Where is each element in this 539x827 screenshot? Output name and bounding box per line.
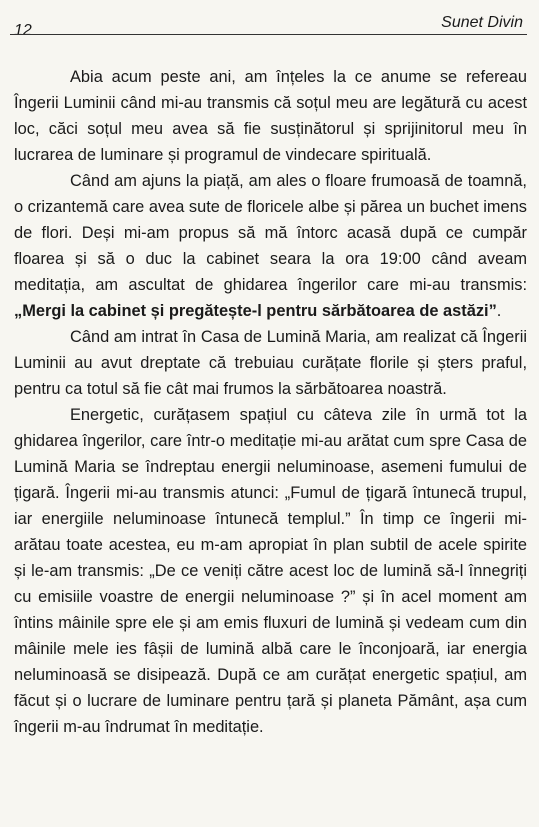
paragraph-2-end: . (496, 302, 502, 320)
paragraph-1: Abia acum peste ani, am înțeles la ce anume se refereau Îngerii Luminii când mi-au transmis că soțul meu are legătură cu acest loc, căci soțul meu avea să fie susținătorul și sprijinitorul meu în lucrarea de luminare și programul de vindecare spirituală. (14, 68, 527, 164)
paragraph-4: Energetic, curățasem spațiul cu câteva zile în urmă tot la ghidarea îngerilor, care într-o meditație mi-au arătat cum spre Casa de Lumină Maria se îndreptau energii neluminoase, asemeni fumului de țigară. Îngerii mi-au transmis atunci: „Fumul de țigară întunecă trupul, iar energiile neluminoase întunecă templul.” În timp ce îngerii mi-arătau toate acestea, eu m-am apropiat în plan subtil de acele spirite și le-am transmis: „De ce veniți către acest loc de lumină să-l înnegriți cu emisiile voastre de energii neluminoase ?” și în acel moment am întins mâinile spre ele și am emis fluxuri de lumină și vedeam cum din mâinile mele ies fâșii de lumină albă care le înconjoară, iar energia neluminoasă se disipează. După ce am curățat energetic spațiul, am făcut și o lucrare de luminare pentru țară și planeta Pământ, așa cum îngerii m-au îndrumat în meditație. (14, 406, 527, 736)
body-text (14, 64, 527, 740)
running-title: Sunet Divin (441, 14, 523, 31)
paragraph-2 (14, 168, 527, 324)
header-rule (10, 34, 527, 35)
page-header (0, 0, 539, 40)
paragraph-2-text: Când am ajuns la piață, am ales o floare frumoasă de toamnă, o crizantemă care avea sute de floricele albe și părea un buchet imens de flori. Deși mi-am propus să mă întorc acasă după ce cumpăr floarea și să o duc la cabinet seara la ora 19:00 când aveam meditația, am ascultat de ghidarea îngerilor care mi-au transmis: (14, 172, 527, 294)
paragraph-3: Când am intrat în Casa de Lumină Maria, am realizat că Îngerii Luminii au avut dreptate că trebuiau curățate florile și șters praful, pentru ca totul să fie cât mai frumos la sărbătoarea noastră. (14, 328, 527, 398)
page-number: 12 (14, 22, 32, 39)
guidance-quote: „Mergi la cabinet și pregătește-l pentru sărbătoarea de astăzi” (14, 302, 497, 320)
